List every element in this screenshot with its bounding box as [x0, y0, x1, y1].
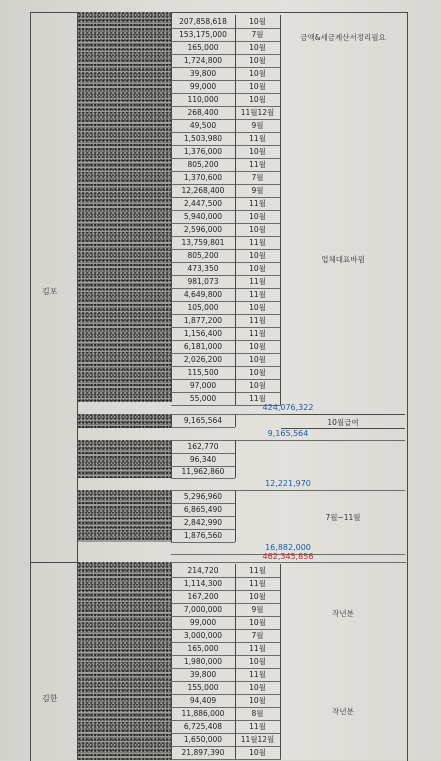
table-row [171, 236, 281, 250]
month-cell: 10월 [235, 54, 281, 67]
amount-cell: 214,720 [171, 564, 236, 577]
amount-cell: 1,724,800 [171, 54, 236, 67]
month-cell: 7월 [235, 28, 281, 41]
table-row [171, 54, 281, 68]
month-cell: 10월 [235, 67, 281, 80]
table-row [171, 529, 235, 543]
redacted-names-block1 [78, 12, 172, 402]
region-cell-gimhan [30, 562, 78, 760]
amount-cell: 2,842,990 [171, 516, 236, 529]
table-row [171, 616, 281, 630]
month-cell: 10월 [235, 616, 281, 629]
amount-cell: 165,000 [171, 642, 236, 655]
table-row [171, 15, 281, 29]
note-vendor-change: 업체대표바뀜 [321, 255, 365, 264]
amount-cell: 2,447,500 [171, 197, 236, 210]
amount-cell: 99,000 [171, 80, 236, 93]
table-row [171, 707, 281, 721]
redacted-names-block4 [78, 490, 172, 542]
amount-cell: 11,962,860 [171, 465, 236, 478]
table-row [171, 314, 281, 328]
amount-cell: 805,200 [171, 249, 236, 262]
month-cell: 11월 [235, 668, 281, 681]
table-row [171, 327, 281, 341]
month-cell: 11월 [235, 236, 281, 249]
amount-cell: 1,650,000 [171, 733, 236, 746]
table-row [171, 171, 281, 185]
table-row [171, 223, 281, 237]
table-row [171, 288, 281, 302]
amount-cell: 805,200 [171, 158, 236, 171]
amount-cell: 105,000 [171, 301, 236, 314]
table-row [171, 184, 281, 198]
month-cell: 7월 [235, 629, 281, 642]
table-row [171, 414, 235, 428]
month-cell: 11월 [235, 564, 281, 577]
amount-cell: 6,725,408 [171, 720, 236, 733]
table-row [171, 275, 281, 289]
month-cell: 11월12월 [235, 733, 281, 746]
table-row [171, 145, 281, 159]
month-cell: 10월 [235, 340, 281, 353]
note-last-year-a: 작년분 [332, 609, 354, 618]
month-cell: 11월 [235, 720, 281, 733]
month-cell: 10월 [235, 262, 281, 275]
note-salary: 10월급여 [327, 418, 359, 427]
subtotal-block4: 16,882,000 [171, 542, 405, 555]
month-cell: 10월 [235, 655, 281, 668]
note-last-year-b: 작년분 [332, 707, 354, 716]
month-cell: 11월12월 [235, 106, 281, 119]
month-cell: 11월 [235, 288, 281, 301]
table-row [171, 733, 281, 747]
month-cell: 10월 [235, 694, 281, 707]
amount-cell: 99,000 [171, 616, 236, 629]
month-cell: 11월 [235, 197, 281, 210]
amount-cell: 96,340 [171, 453, 236, 466]
amount-cell: 2,596,000 [171, 223, 236, 236]
month-cell: 10월 [235, 93, 281, 106]
month-cell: 10월 [235, 590, 281, 603]
month-cell: 10월 [235, 366, 281, 379]
amount-cell: 21,897,390 [171, 746, 236, 759]
month-cell: 10월 [235, 353, 281, 366]
redacted-names-block5 [78, 562, 172, 760]
table-row [171, 668, 281, 682]
amount-cell: 165,000 [171, 41, 236, 54]
amount-cell: 1,877,200 [171, 314, 236, 327]
amount-cell: 13,759,801 [171, 236, 236, 249]
table-row [171, 301, 281, 315]
month-cell: 11월 [235, 327, 281, 340]
amount-cell: 94,409 [171, 694, 236, 707]
month-cell: 7월 [235, 171, 281, 184]
amount-cell: 6,181,000 [171, 340, 236, 353]
month-cell: 10월 [235, 746, 281, 759]
month-cell: 10월 [235, 210, 281, 223]
amount-cell: 1,370,600 [171, 171, 236, 184]
month-cell: 10월 [235, 15, 281, 28]
amount-cell: 1,503,980 [171, 132, 236, 145]
grand-total: 462,345,856 [171, 552, 405, 563]
table-row [171, 106, 281, 120]
amount-cell: 153,175,000 [171, 28, 236, 41]
amount-cell: 39,800 [171, 67, 236, 80]
table-row [171, 516, 235, 530]
amount-cell: 155,000 [171, 681, 236, 694]
table-row [171, 694, 281, 708]
table-row [171, 564, 281, 578]
amount-cell: 1,114,300 [171, 577, 236, 590]
subtotal-block2: 9,165,564 [171, 428, 405, 441]
amount-cell: 473,350 [171, 262, 236, 275]
amount-cell: 167,200 [171, 590, 236, 603]
amount-cell: 7,000,000 [171, 603, 236, 616]
region-label-gimpo: 김포 [42, 287, 58, 296]
amount-cell: 2,026,200 [171, 353, 236, 366]
month-cell: 11월 [235, 642, 281, 655]
amount-cell: 115,500 [171, 366, 236, 379]
table-row [171, 210, 281, 224]
amount-cell: 981,073 [171, 275, 236, 288]
region-label-gimhan: 김한 [42, 694, 58, 703]
amount-cell: 110,000 [171, 93, 236, 106]
table-row [171, 681, 281, 695]
amount-cell: 6,865,490 [171, 503, 236, 516]
amount-cell: 97,000 [171, 379, 236, 392]
amount-cell: 3,000,000 [171, 629, 236, 642]
table-row [171, 503, 235, 517]
amount-cell: 49,500 [171, 119, 236, 132]
table-row [171, 720, 281, 734]
month-cell: 11월 [235, 158, 281, 171]
amount-cell: 11,886,000 [171, 707, 236, 720]
table-row [171, 379, 281, 393]
table-row [171, 629, 281, 643]
month-cell: 9월 [235, 119, 281, 132]
redacted-names-block2 [78, 414, 172, 428]
amount-cell: 207,858,618 [171, 15, 236, 28]
table-row [171, 603, 281, 617]
amount-cell: 162,770 [171, 440, 236, 453]
table-row [171, 262, 281, 276]
month-cell: 11월 [235, 314, 281, 327]
month-cell: 10월 [235, 301, 281, 314]
month-cell: 11월 [235, 577, 281, 590]
amount-cell: 1,980,000 [171, 655, 236, 668]
amount-cell: 12,268,400 [171, 184, 236, 197]
month-cell: 11월 [235, 392, 281, 405]
table-row [171, 746, 281, 760]
table-row [171, 41, 281, 55]
table-row [171, 249, 281, 263]
table-row [171, 132, 281, 146]
table-row [171, 366, 281, 380]
amount-cell: 5,296,960 [171, 490, 236, 503]
table-row [171, 340, 281, 354]
month-cell: 9월 [235, 603, 281, 616]
month-cell: 10월 [235, 379, 281, 392]
month-cell: 10월 [235, 249, 281, 262]
month-cell: 10월 [235, 681, 281, 694]
note-settlement: 금액&세금계산서정리필요 [300, 33, 386, 42]
month-cell: 11월 [235, 275, 281, 288]
table-row [171, 80, 281, 94]
table-row [171, 119, 281, 133]
amount-cell: 1,376,000 [171, 145, 236, 158]
month-cell: 9월 [235, 184, 281, 197]
table-row [171, 67, 281, 81]
month-cell: 8월 [235, 707, 281, 720]
month-cell: 10월 [235, 145, 281, 158]
note-period: 7월~11월 [325, 513, 361, 522]
month-cell: 10월 [235, 80, 281, 93]
amount-cell: 5,940,000 [171, 210, 236, 223]
month-cell: 10월 [235, 223, 281, 236]
redacted-names-block3 [78, 440, 172, 478]
amount-cell: 9,165,564 [171, 414, 236, 427]
month-cell: 10월 [235, 41, 281, 54]
table-row [171, 93, 281, 107]
table-row [171, 28, 281, 42]
amount-cell: 55,000 [171, 392, 236, 405]
table-row [171, 577, 281, 591]
amount-cell: 39,800 [171, 668, 236, 681]
table-row [171, 197, 281, 211]
table-row [171, 590, 281, 604]
amount-cell: 268,400 [171, 106, 236, 119]
table-row [171, 642, 281, 656]
table-row [171, 158, 281, 172]
table-row [171, 353, 281, 367]
amount-cell: 4,649,800 [171, 288, 236, 301]
month-cell: 11월 [235, 132, 281, 145]
subtotal-block1: 424,076,322 [171, 402, 405, 415]
amount-cell: 1,876,560 [171, 529, 236, 542]
amount-cell: 1,156,400 [171, 327, 236, 340]
subtotal-block3: 12,221,970 [171, 478, 405, 491]
table-row [171, 655, 281, 669]
table-row [171, 490, 235, 504]
